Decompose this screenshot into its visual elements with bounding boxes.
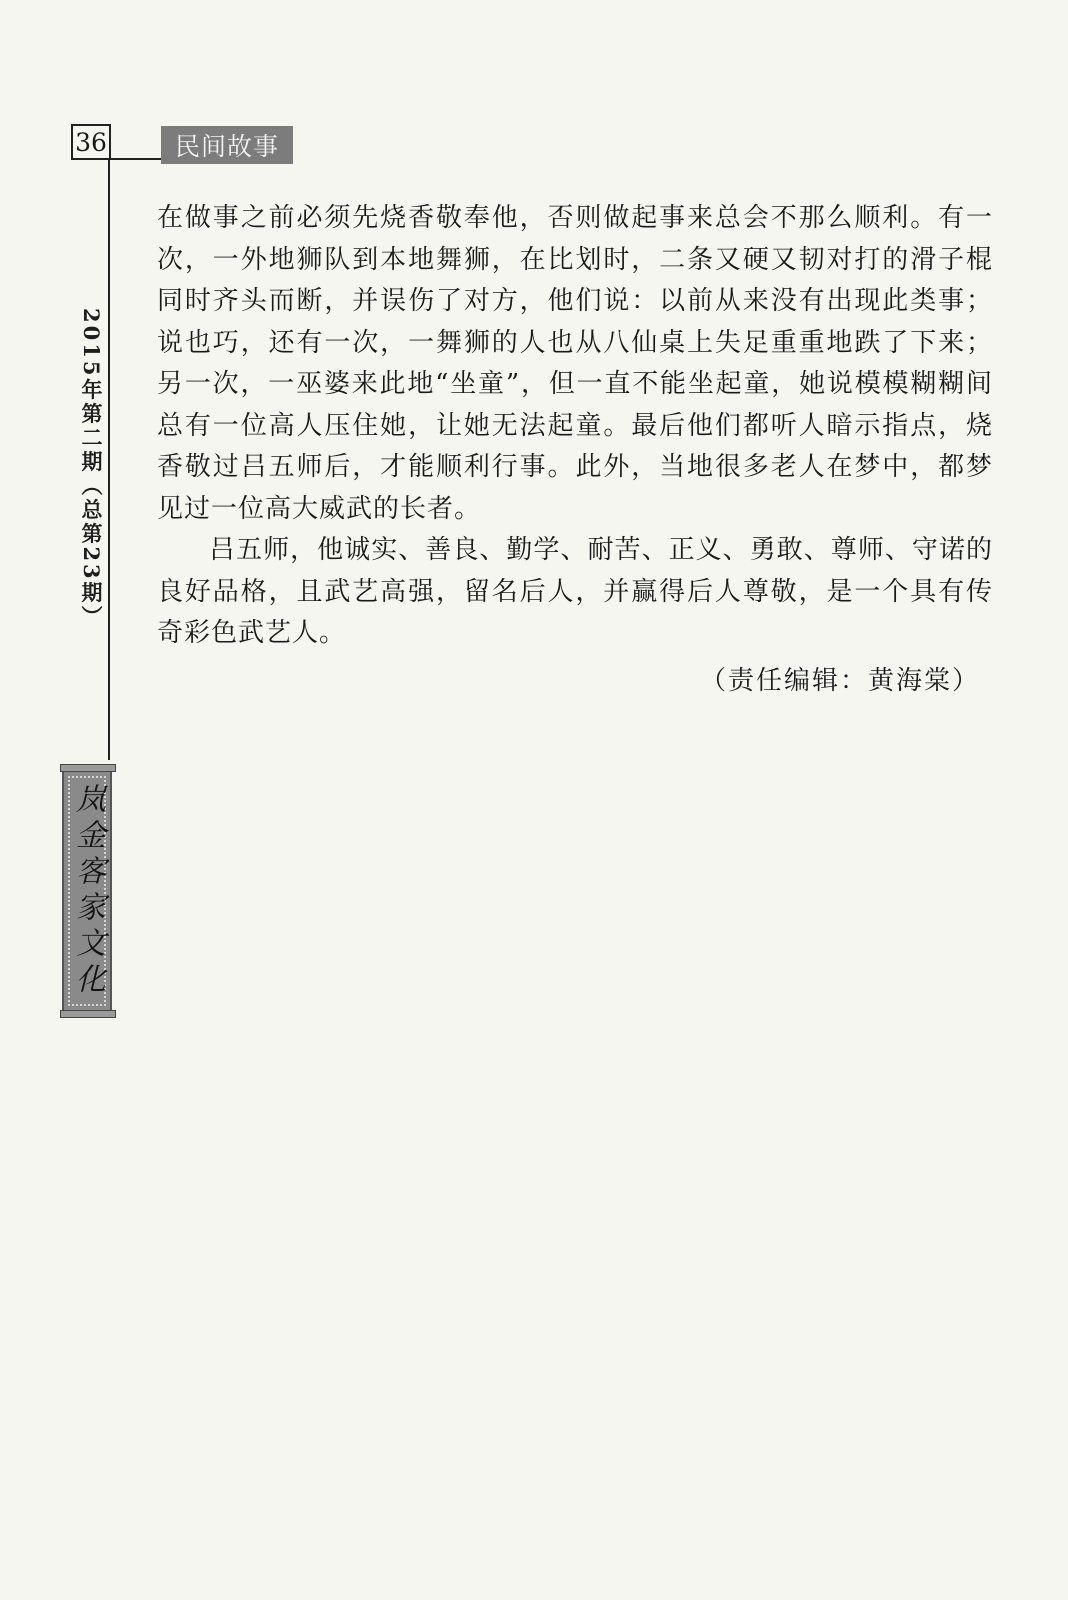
article-paragraph: 吕五师，他诚实、善良、勤学、耐苦、正义、勇敢、尊师、守诺的良好品格，且武艺高强，留名后人，并赢得后人尊敬，是一个具有传奇彩色武艺人。: [157, 535, 993, 648]
editor-note: （责任编辑：黄海棠）: [699, 666, 980, 696]
issue-info: 2015年第二期（总第23期）: [79, 308, 104, 630]
header-rule: [111, 158, 163, 160]
article-paragraph: 在做事之前必须先烧香敬奉他，否则做起事来总会不那么顺利。有一次，一外地狮队到本地舞狮，在比划时，二条又硬又韧对打的滑子棍同时齐头而断，并误伤了对方，他们说：以前从来没有出现此类事；说也巧，还有一次，一舞狮的人也从八仙桌上失足重重地跌了下来；另一次，一巫婆来此地“坐童”，但一直不能坐起童，她说模模糊糊间总有一位高人压住她，让她无法起童。最后他们都听人暗示指点，烧香敬过吕五师后，才能顺利行事。此外，当地很多老人在梦中，都梦见过一位高大威武的长者。: [157, 203, 993, 524]
section-title: 民间故事: [161, 126, 293, 164]
journal-name: 岚金客家文化: [70, 783, 105, 999]
article-body: [157, 198, 993, 655]
margin-rule: [108, 160, 110, 760]
page-number: 36: [71, 124, 111, 160]
journal-scroll-badge: [62, 768, 112, 1014]
scroll-badge-frame: [68, 776, 106, 1006]
